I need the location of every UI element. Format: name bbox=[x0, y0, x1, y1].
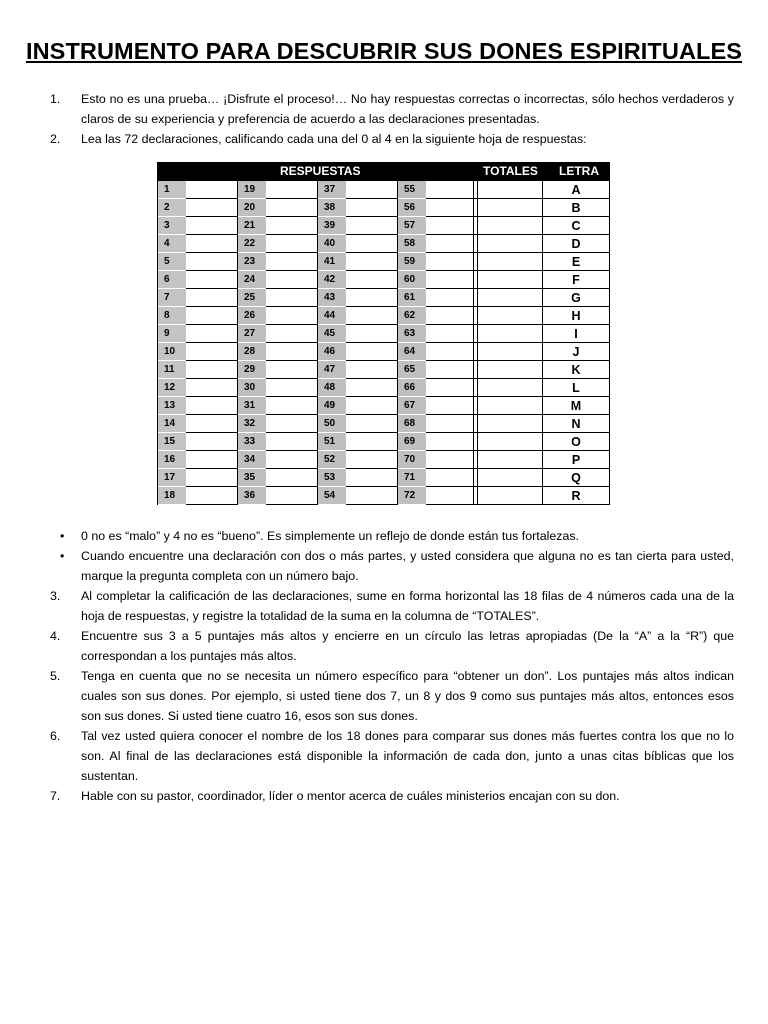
intro-text-2: Lea las 72 declaraciones, calificando cada una del 0 al 4 en la siguiente hoja de respuestas: bbox=[81, 132, 587, 146]
statement-number: 72 bbox=[398, 487, 426, 505]
answer-box[interactable] bbox=[426, 217, 478, 235]
answer-box[interactable] bbox=[426, 307, 478, 325]
gift-letter: P bbox=[543, 451, 609, 469]
answer-box[interactable] bbox=[186, 253, 238, 271]
answer-box[interactable] bbox=[346, 325, 398, 343]
statement-number: 50 bbox=[318, 415, 346, 433]
statement-number: 40 bbox=[318, 235, 346, 253]
answer-box[interactable] bbox=[266, 235, 318, 253]
statement-number: 21 bbox=[238, 217, 266, 235]
statement-number: 27 bbox=[238, 325, 266, 343]
instruction-item bbox=[50, 526, 734, 546]
answer-box[interactable] bbox=[426, 253, 478, 271]
statement-number: 6 bbox=[158, 271, 186, 289]
statement-number: 7 bbox=[158, 289, 186, 307]
answer-box[interactable] bbox=[346, 253, 398, 271]
instruction-item bbox=[50, 726, 734, 786]
statement-number: 55 bbox=[398, 181, 426, 199]
statement-number: 25 bbox=[238, 289, 266, 307]
total-box[interactable] bbox=[473, 469, 543, 487]
gift-letter: L bbox=[543, 379, 609, 397]
statement-number: 28 bbox=[238, 343, 266, 361]
statement-number: 52 bbox=[318, 451, 346, 469]
statement-number: 3 bbox=[158, 217, 186, 235]
statement-number: 22 bbox=[238, 235, 266, 253]
answer-box[interactable] bbox=[266, 487, 318, 505]
gift-letter: B bbox=[543, 199, 609, 217]
statement-number: 70 bbox=[398, 451, 426, 469]
statement-number: 57 bbox=[398, 217, 426, 235]
instruction-text: Cuando encuentre una declaración con dos o más partes, y usted considera que alguna no es tan cierta para usted, marque la pregunta completa con un número bajo. bbox=[81, 549, 734, 583]
header-respuestas: RESPUESTAS bbox=[280, 164, 361, 178]
answer-box[interactable] bbox=[346, 289, 398, 307]
total-box[interactable] bbox=[473, 253, 543, 271]
answer-box[interactable] bbox=[346, 487, 398, 505]
answer-box[interactable] bbox=[186, 433, 238, 451]
instruction-text: Hable con su pastor, coordinador, líder o mentor acerca de cuáles ministerios encajan con su don. bbox=[81, 789, 620, 803]
list-marker: 7. bbox=[50, 789, 61, 803]
answer-box[interactable] bbox=[426, 343, 478, 361]
answer-box[interactable] bbox=[266, 361, 318, 379]
statement-number: 41 bbox=[318, 253, 346, 271]
total-box[interactable] bbox=[473, 433, 543, 451]
answer-box[interactable] bbox=[186, 487, 238, 505]
statement-number: 43 bbox=[318, 289, 346, 307]
answer-box[interactable] bbox=[346, 415, 398, 433]
statement-number: 62 bbox=[398, 307, 426, 325]
total-box[interactable] bbox=[473, 217, 543, 235]
answer-box[interactable] bbox=[266, 199, 318, 217]
answer-box[interactable] bbox=[186, 451, 238, 469]
answer-box[interactable] bbox=[426, 325, 478, 343]
statement-number: 8 bbox=[158, 307, 186, 325]
statement-number: 34 bbox=[238, 451, 266, 469]
answer-box[interactable] bbox=[426, 271, 478, 289]
answer-box[interactable] bbox=[186, 181, 238, 199]
answer-box[interactable] bbox=[346, 397, 398, 415]
answer-box[interactable] bbox=[266, 325, 318, 343]
answer-box[interactable] bbox=[346, 307, 398, 325]
statement-number: 20 bbox=[238, 199, 266, 217]
answer-box[interactable] bbox=[426, 289, 478, 307]
statement-number: 2 bbox=[158, 199, 186, 217]
answer-box[interactable] bbox=[346, 343, 398, 361]
header-totales: TOTALES bbox=[483, 164, 538, 178]
total-box[interactable] bbox=[473, 343, 543, 361]
statement-number: 17 bbox=[158, 469, 186, 487]
statement-number: 30 bbox=[238, 379, 266, 397]
answer-box[interactable] bbox=[186, 325, 238, 343]
answer-box[interactable] bbox=[346, 433, 398, 451]
total-box[interactable] bbox=[473, 379, 543, 397]
statement-number: 32 bbox=[238, 415, 266, 433]
total-box[interactable] bbox=[473, 181, 543, 199]
answer-box[interactable] bbox=[266, 271, 318, 289]
statement-number: 18 bbox=[158, 487, 186, 505]
statement-number: 29 bbox=[238, 361, 266, 379]
list-marker: 4. bbox=[50, 629, 61, 643]
statement-number: 61 bbox=[398, 289, 426, 307]
answer-box[interactable] bbox=[426, 361, 478, 379]
instruction-text: Tenga en cuenta que no se necesita un número específico para “obtener un don”. Los puntajes más altos indican cuales son sus dones. Por ejemplo, si usted tiene dos 7, un 8 y dos 9 como sus puntajes más altos, entonces esos son sus dones. Si usted tiene cuatro 16, esos son sus dones. bbox=[81, 669, 734, 723]
answer-box[interactable] bbox=[426, 451, 478, 469]
total-box[interactable] bbox=[473, 415, 543, 433]
total-box[interactable] bbox=[473, 361, 543, 379]
gift-letter: R bbox=[543, 487, 609, 505]
statement-number: 19 bbox=[238, 181, 266, 199]
answer-box[interactable] bbox=[186, 199, 238, 217]
gift-letter: H bbox=[543, 307, 609, 325]
statement-number: 38 bbox=[318, 199, 346, 217]
answer-box[interactable] bbox=[346, 379, 398, 397]
answer-sheet bbox=[157, 162, 610, 505]
answer-box[interactable] bbox=[346, 271, 398, 289]
gift-letter: C bbox=[543, 217, 609, 235]
list-marker: 3. bbox=[50, 589, 61, 603]
list-marker: 5. bbox=[50, 669, 61, 683]
header-letra: LETRA bbox=[559, 164, 599, 178]
statement-number: 44 bbox=[318, 307, 346, 325]
statement-number: 63 bbox=[398, 325, 426, 343]
answer-box[interactable] bbox=[266, 289, 318, 307]
answer-box[interactable] bbox=[426, 487, 478, 505]
statement-number: 60 bbox=[398, 271, 426, 289]
answer-box[interactable] bbox=[426, 199, 478, 217]
statement-number: 42 bbox=[318, 271, 346, 289]
answer-box[interactable] bbox=[186, 217, 238, 235]
answer-box[interactable] bbox=[266, 307, 318, 325]
statement-number: 45 bbox=[318, 325, 346, 343]
statement-number: 13 bbox=[158, 397, 186, 415]
statement-number: 15 bbox=[158, 433, 186, 451]
gift-letter: F bbox=[543, 271, 609, 289]
answer-box[interactable] bbox=[346, 217, 398, 235]
statement-number: 46 bbox=[318, 343, 346, 361]
list-marker: 6. bbox=[50, 729, 61, 743]
list-marker: • bbox=[60, 549, 65, 563]
statement-number: 48 bbox=[318, 379, 346, 397]
gift-letter: A bbox=[543, 181, 609, 199]
total-box[interactable] bbox=[473, 451, 543, 469]
answer-box[interactable] bbox=[266, 469, 318, 487]
statement-number: 64 bbox=[398, 343, 426, 361]
answer-box[interactable] bbox=[186, 343, 238, 361]
statement-number: 26 bbox=[238, 307, 266, 325]
statement-number: 49 bbox=[318, 397, 346, 415]
answer-box[interactable] bbox=[266, 343, 318, 361]
gift-letter: O bbox=[543, 433, 609, 451]
answer-box[interactable] bbox=[426, 235, 478, 253]
gift-letter: E bbox=[543, 253, 609, 271]
statement-number: 12 bbox=[158, 379, 186, 397]
answer-box[interactable] bbox=[266, 433, 318, 451]
statement-number: 23 bbox=[238, 253, 266, 271]
answer-box[interactable] bbox=[186, 379, 238, 397]
gift-letter: N bbox=[543, 415, 609, 433]
answer-box[interactable] bbox=[346, 361, 398, 379]
answer-box[interactable] bbox=[186, 469, 238, 487]
list-marker: • bbox=[60, 529, 65, 543]
answer-box[interactable] bbox=[186, 307, 238, 325]
statement-number: 11 bbox=[158, 361, 186, 379]
answer-box[interactable] bbox=[426, 415, 478, 433]
statement-number: 16 bbox=[158, 451, 186, 469]
total-box[interactable] bbox=[473, 289, 543, 307]
statement-number: 37 bbox=[318, 181, 346, 199]
intro-item-1 bbox=[50, 89, 734, 129]
answer-box[interactable] bbox=[426, 397, 478, 415]
answer-box[interactable] bbox=[266, 379, 318, 397]
gift-letter: K bbox=[543, 361, 609, 379]
statement-number: 53 bbox=[318, 469, 346, 487]
statement-number: 66 bbox=[398, 379, 426, 397]
total-box[interactable] bbox=[473, 487, 543, 505]
gift-letter: G bbox=[543, 289, 609, 307]
answer-sheet-header bbox=[158, 163, 609, 181]
answer-box[interactable] bbox=[186, 415, 238, 433]
answer-box[interactable] bbox=[346, 451, 398, 469]
list-marker: 2. bbox=[50, 132, 61, 146]
statement-number: 47 bbox=[318, 361, 346, 379]
total-box[interactable] bbox=[473, 307, 543, 325]
total-box[interactable] bbox=[473, 325, 543, 343]
statement-number: 36 bbox=[238, 487, 266, 505]
intro-text-1: Esto no es una prueba… ¡Disfrute el proceso!… No hay respuestas correctas o incorrectas, sólo hechos verdaderos y claros de su experiencia y preferencia de acuerdo a las declaraciones presentadas. bbox=[81, 92, 734, 126]
gift-letter: J bbox=[543, 343, 609, 361]
answer-box[interactable] bbox=[266, 253, 318, 271]
instruction-text: Al completar la calificación de las declaraciones, sume en forma horizontal las 18 filas de 4 números cada una de la hoja de respuestas, y registre la totalidad de la suma en la columna de “TOTALES”. bbox=[81, 589, 734, 623]
statement-number: 67 bbox=[398, 397, 426, 415]
statement-number: 4 bbox=[158, 235, 186, 253]
answer-box[interactable] bbox=[266, 397, 318, 415]
total-box[interactable] bbox=[473, 397, 543, 415]
statement-number: 68 bbox=[398, 415, 426, 433]
instruction-item bbox=[50, 586, 734, 626]
answer-box[interactable] bbox=[266, 181, 318, 199]
answer-box[interactable] bbox=[426, 181, 478, 199]
statement-number: 51 bbox=[318, 433, 346, 451]
answer-box[interactable] bbox=[426, 433, 478, 451]
answer-box[interactable] bbox=[186, 289, 238, 307]
answer-box[interactable] bbox=[346, 469, 398, 487]
statement-number: 33 bbox=[238, 433, 266, 451]
answer-box[interactable] bbox=[426, 469, 478, 487]
statement-number: 56 bbox=[398, 199, 426, 217]
answer-box[interactable] bbox=[346, 181, 398, 199]
answer-box[interactable] bbox=[346, 199, 398, 217]
answer-box[interactable] bbox=[266, 217, 318, 235]
answer-box[interactable] bbox=[186, 361, 238, 379]
instruction-text: Tal vez usted quiera conocer el nombre de los 18 dones para comparar sus dones más fuertes contra los que no lo son. Al final de las declaraciones está disponible la información de cada don, junto a unas citas bíblicas que los sustentan. bbox=[81, 729, 734, 783]
statement-number: 54 bbox=[318, 487, 346, 505]
statement-number: 24 bbox=[238, 271, 266, 289]
instruction-item bbox=[50, 786, 734, 806]
answer-box[interactable] bbox=[186, 271, 238, 289]
total-box[interactable] bbox=[473, 199, 543, 217]
statement-number: 14 bbox=[158, 415, 186, 433]
instruction-text: Encuentre sus 3 a 5 puntajes más altos y encierre en un círculo las letras apropiadas (De la “A” a la “R”) que correspondan a los puntajes más altos. bbox=[81, 629, 734, 663]
instruction-item bbox=[50, 546, 734, 586]
statement-number: 1 bbox=[158, 181, 186, 199]
statement-number: 31 bbox=[238, 397, 266, 415]
answer-box[interactable] bbox=[266, 451, 318, 469]
statement-number: 35 bbox=[238, 469, 266, 487]
page-title: INSTRUMENTO PARA DESCUBRIR SUS DONES ESPIRITUALES bbox=[25, 38, 743, 64]
statement-number: 71 bbox=[398, 469, 426, 487]
total-box[interactable] bbox=[473, 271, 543, 289]
gift-letter: Q bbox=[543, 469, 609, 487]
answer-box[interactable] bbox=[346, 235, 398, 253]
answer-box[interactable] bbox=[266, 415, 318, 433]
instruction-item bbox=[50, 666, 734, 726]
statement-number: 58 bbox=[398, 235, 426, 253]
statement-number: 39 bbox=[318, 217, 346, 235]
statement-number: 65 bbox=[398, 361, 426, 379]
gift-letter: I bbox=[543, 325, 609, 343]
statement-number: 9 bbox=[158, 325, 186, 343]
gift-letter: D bbox=[543, 235, 609, 253]
instruction-item bbox=[50, 626, 734, 666]
statement-number: 69 bbox=[398, 433, 426, 451]
answer-box[interactable] bbox=[186, 397, 238, 415]
answer-box[interactable] bbox=[186, 235, 238, 253]
intro-item-2 bbox=[50, 129, 734, 149]
statement-number: 10 bbox=[158, 343, 186, 361]
statement-number: 5 bbox=[158, 253, 186, 271]
total-box[interactable] bbox=[473, 235, 543, 253]
gift-letter: M bbox=[543, 397, 609, 415]
statement-number: 59 bbox=[398, 253, 426, 271]
list-marker: 1. bbox=[50, 92, 61, 106]
answer-box[interactable] bbox=[426, 379, 478, 397]
instruction-text: 0 no es “malo” y 4 no es “bueno”. Es simplemente un reflejo de donde están tus fortalezas. bbox=[81, 529, 579, 543]
